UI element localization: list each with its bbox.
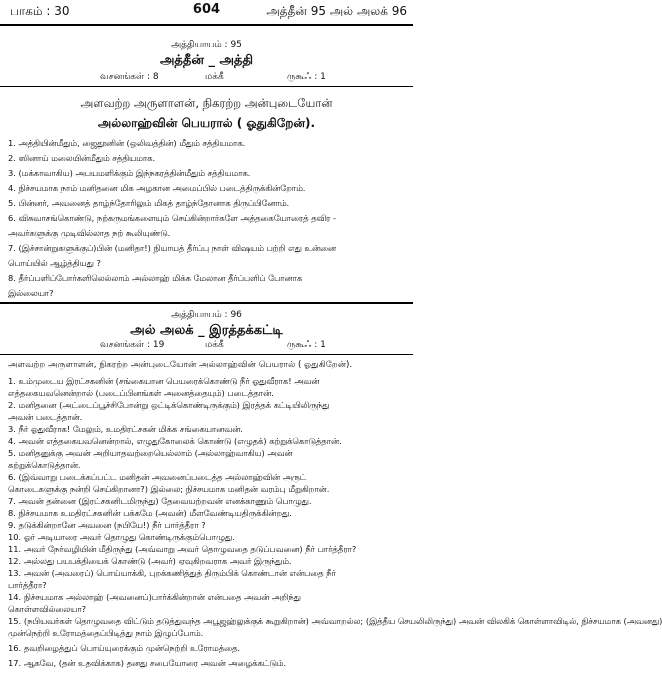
verse-line: முன்நெற்றி உரோமத்தைப்பிடித்து நாம் இழுப்போம்.: [8, 628, 204, 638]
verse-line: 4. நிச்சயமாக நாம் மனிதனை மிக அழகான அமைப்பில் படைத்திருக்கின்றோம்.: [8, 183, 306, 193]
chapter-95-invocation-1: அளவற்ற அருளாளன், நிகரற்ற அன்புடையோன்: [80, 96, 333, 110]
verse-line: கொள்ளவில்லையா?: [8, 604, 86, 614]
chapter-95-invocation-2: அல்லாஹ்வின் பெயரால் ( ஓதுகிறேன்).: [97, 116, 316, 130]
chapter-96-place: மக்கீ: [205, 340, 224, 350]
verse-line: 8. தீர்ப்பளிப்போர்களிலெல்லாம் அல்லாஹ் மிக்க மேலான தீர்ப்பளிப் போனாக: [8, 273, 303, 283]
chapter-96-verses: வசனங்கள் : 19: [100, 340, 165, 350]
chapter-divider: [0, 302, 413, 304]
verse-line: 6. (இவ்வாறு படைக்கப்பட்ட மனிதன் அவனைப்படைத்த அல்லாஹ்வின் அருட்: [8, 472, 307, 482]
verse-line: 14. நிச்சயமாக அல்லாஹ் (அவனைப்)பார்க்கின்றான் என்பதை அவன் அறிந்து: [8, 592, 301, 602]
chapter-95-place: மக்கீ: [205, 72, 224, 82]
verse-line: 7. அவன் தன்னை (இரட்சகனிடமிருந்து) தேவையற்றவன் எனக்காணும் பொழுது.: [8, 496, 312, 506]
verse-line: 3. நீர் ஓதுவீராக! மேலும், உமதிரட்சகன் மிக்க சங்கையானவன்.: [8, 424, 243, 434]
chapter-95-ruku: ருகூஃ : 1: [287, 72, 326, 82]
verse-line: 10. ஓர் அடியாரை அவர் தொழுது கொண்டிருக்கும்பொழுது.: [8, 532, 235, 542]
chapter-96-title: அல் அலக் _ இரத்தக்கட்டி: [130, 323, 283, 338]
verse-line: 11. அவர் நேர்வழியின் மீதிருந்து (அவ்வாறு அவர் தொழுவதை தடுப்பவனை) நீர் பார்த்தீரா?: [8, 544, 357, 554]
chapter-96-heading: [0, 310, 413, 339]
verse-line: 7. (இச்சான்றுகளுக்குப்)பின் (மனிதா!) நியாயத் தீர்ப்பு நாள் விஷயம் பற்றி எது உன்னை: [8, 243, 336, 253]
verse-line: 5. பின்னர், அவனைத் தாழ்ந்தோரிலும் மிகத் தாழ்ந்தோனாக திருப்பினோம்.: [8, 198, 290, 208]
verse-line: 9. தடுக்கின்றானே அவனை (நபியே!) நீர் பார்த்தீரா ?: [8, 520, 206, 530]
verse-line: 2. ஸினாய் மலையின்மீதும் சத்தியமாக.: [8, 153, 156, 163]
chapter-96-invocation: அளவற்ற அருளாளன், நிகரற்ற அன்புடையோன் அல்லாஹ்வின் பெயரால் ( ஓதுகிறேன்).: [8, 360, 353, 370]
part-label: பாகம் : 30: [10, 4, 70, 18]
verse-line: பார்த்தீரா?: [8, 580, 47, 590]
header-rule: [0, 24, 413, 26]
verse-line: 4. அவன் எத்தகையவனென்றால், எழுதுகோலைக் கொண்டு (எழுதக்) கற்றுக்கொடுத்தான்.: [8, 436, 342, 446]
verse-line: அவன் படைத்தான்.: [8, 412, 83, 422]
verse-line: 8. நிச்சயமாக உமதிரட்சகனின் பக்கமே (அவன்) மீளவேண்டியதிருக்கின்றது.: [8, 508, 292, 518]
verse-line: 13. அவன் (அவரைப்) பொய்யாக்கி, புறக்கணித்துத் திரும்பிக் கொண்டான் என்பதை நீர்: [8, 568, 336, 578]
verse-line: 2. மனிதனை (அட்டைப்பூச்சிபோன்று ஒட்டிக்கொண்டிருக்கும்) இரத்தக் கட்டியிலிருந்து: [8, 400, 330, 410]
page-header: [0, 0, 413, 26]
verse-line: 16. தவறிழைத்துப் பொய்யுரைக்கும் முன்நெற்றி உரோமத்தை.: [8, 643, 241, 653]
chapter-95-rule: [0, 86, 413, 87]
verse-line: பொய்யில் ஆழ்த்தியது ?: [8, 258, 101, 268]
chapter-95-label: அத்தியாயம் : 95: [171, 40, 242, 50]
verse-line: 6. விசுவாசங்கொண்டு, நற்கருமங்களையும் செய்கின்றார்களே அத்தகையோரைத் தவிர -: [8, 213, 336, 223]
chapter-range-label: அத்தீன் 95 அல் அலக் 96: [266, 4, 407, 18]
verse-line: 12. அல்லது பயபக்தியைக் கொண்டு (அவர்) ஏவுகிறவராக அவர் இருந்தும்.: [8, 556, 292, 566]
verse-line: கற்றுக்கொடுத்தான்.: [8, 460, 81, 470]
chapter-96-label: அத்தியாயம் : 96: [171, 310, 242, 320]
verse-line: எத்தகையவனென்றால் (படைப்பினங்கள் அனைத்தையும்) படைத்தான்.: [8, 388, 274, 398]
verse-line: 1. உம்முடைய இரட்சகனின் (சங்கையான பெயரைக்கொண்டு நீர் ஓதுவீராக! அவன்: [8, 376, 320, 386]
chapter-95-heading: [0, 40, 413, 69]
page-number: 604: [192, 2, 221, 17]
verse-line: 5. மனிதனுக்கு அவன் அறியாதவற்றையெல்லாம் (அல்லாஹ்வாகிய) அவன்: [8, 448, 293, 458]
verse-line: 3. (மக்காவாகிய) அபயமளிக்கும் இந்நகரத்தின்மீதும் சத்தியமாக.: [8, 168, 251, 178]
chapter-96-rule: [0, 354, 413, 355]
chapter-96-ruku: ருகூஃ : 1: [287, 340, 326, 350]
chapter-95-verses: வசனங்கள் : 8: [100, 72, 159, 82]
verse-line: 15. (நபியவர்கள் தொழுவதை விட்டும் தடுத்துவந்த அபூஜஹ்லுக்குக் கூறுகிறான்) அவ்வாறல்ல; (இத்தீய செயலிலிருந்து) அவன் விலகிக் கொள்ளாவிடில், நிச்சயமாக (அவனது): [8, 616, 662, 626]
verse-line: அவர்களுக்கு முடிவில்லாத நற் கூலியுண்டு.: [8, 228, 171, 238]
verse-line: இல்லையா?: [8, 288, 54, 298]
verse-line: கொடைகளுக்கு நன்றி செய்கிறானா?) இல்லை; நிச்சயமாக மனிதன் வரம்பு மீறுகிறான்.: [8, 484, 330, 494]
verse-line: 17. ஆகவே, (தன் உதவிக்காக) தனது சபையோரை அவன் அழைக்கட்டும்.: [8, 658, 287, 668]
chapter-95-title: அத்தீன் _ அத்தி: [159, 53, 254, 68]
verse-line: 1. அத்தியின்மீதும், ஜைதூனின் (ஒலிவத்தின்) மீதும் சத்தியமாக.: [8, 138, 246, 148]
